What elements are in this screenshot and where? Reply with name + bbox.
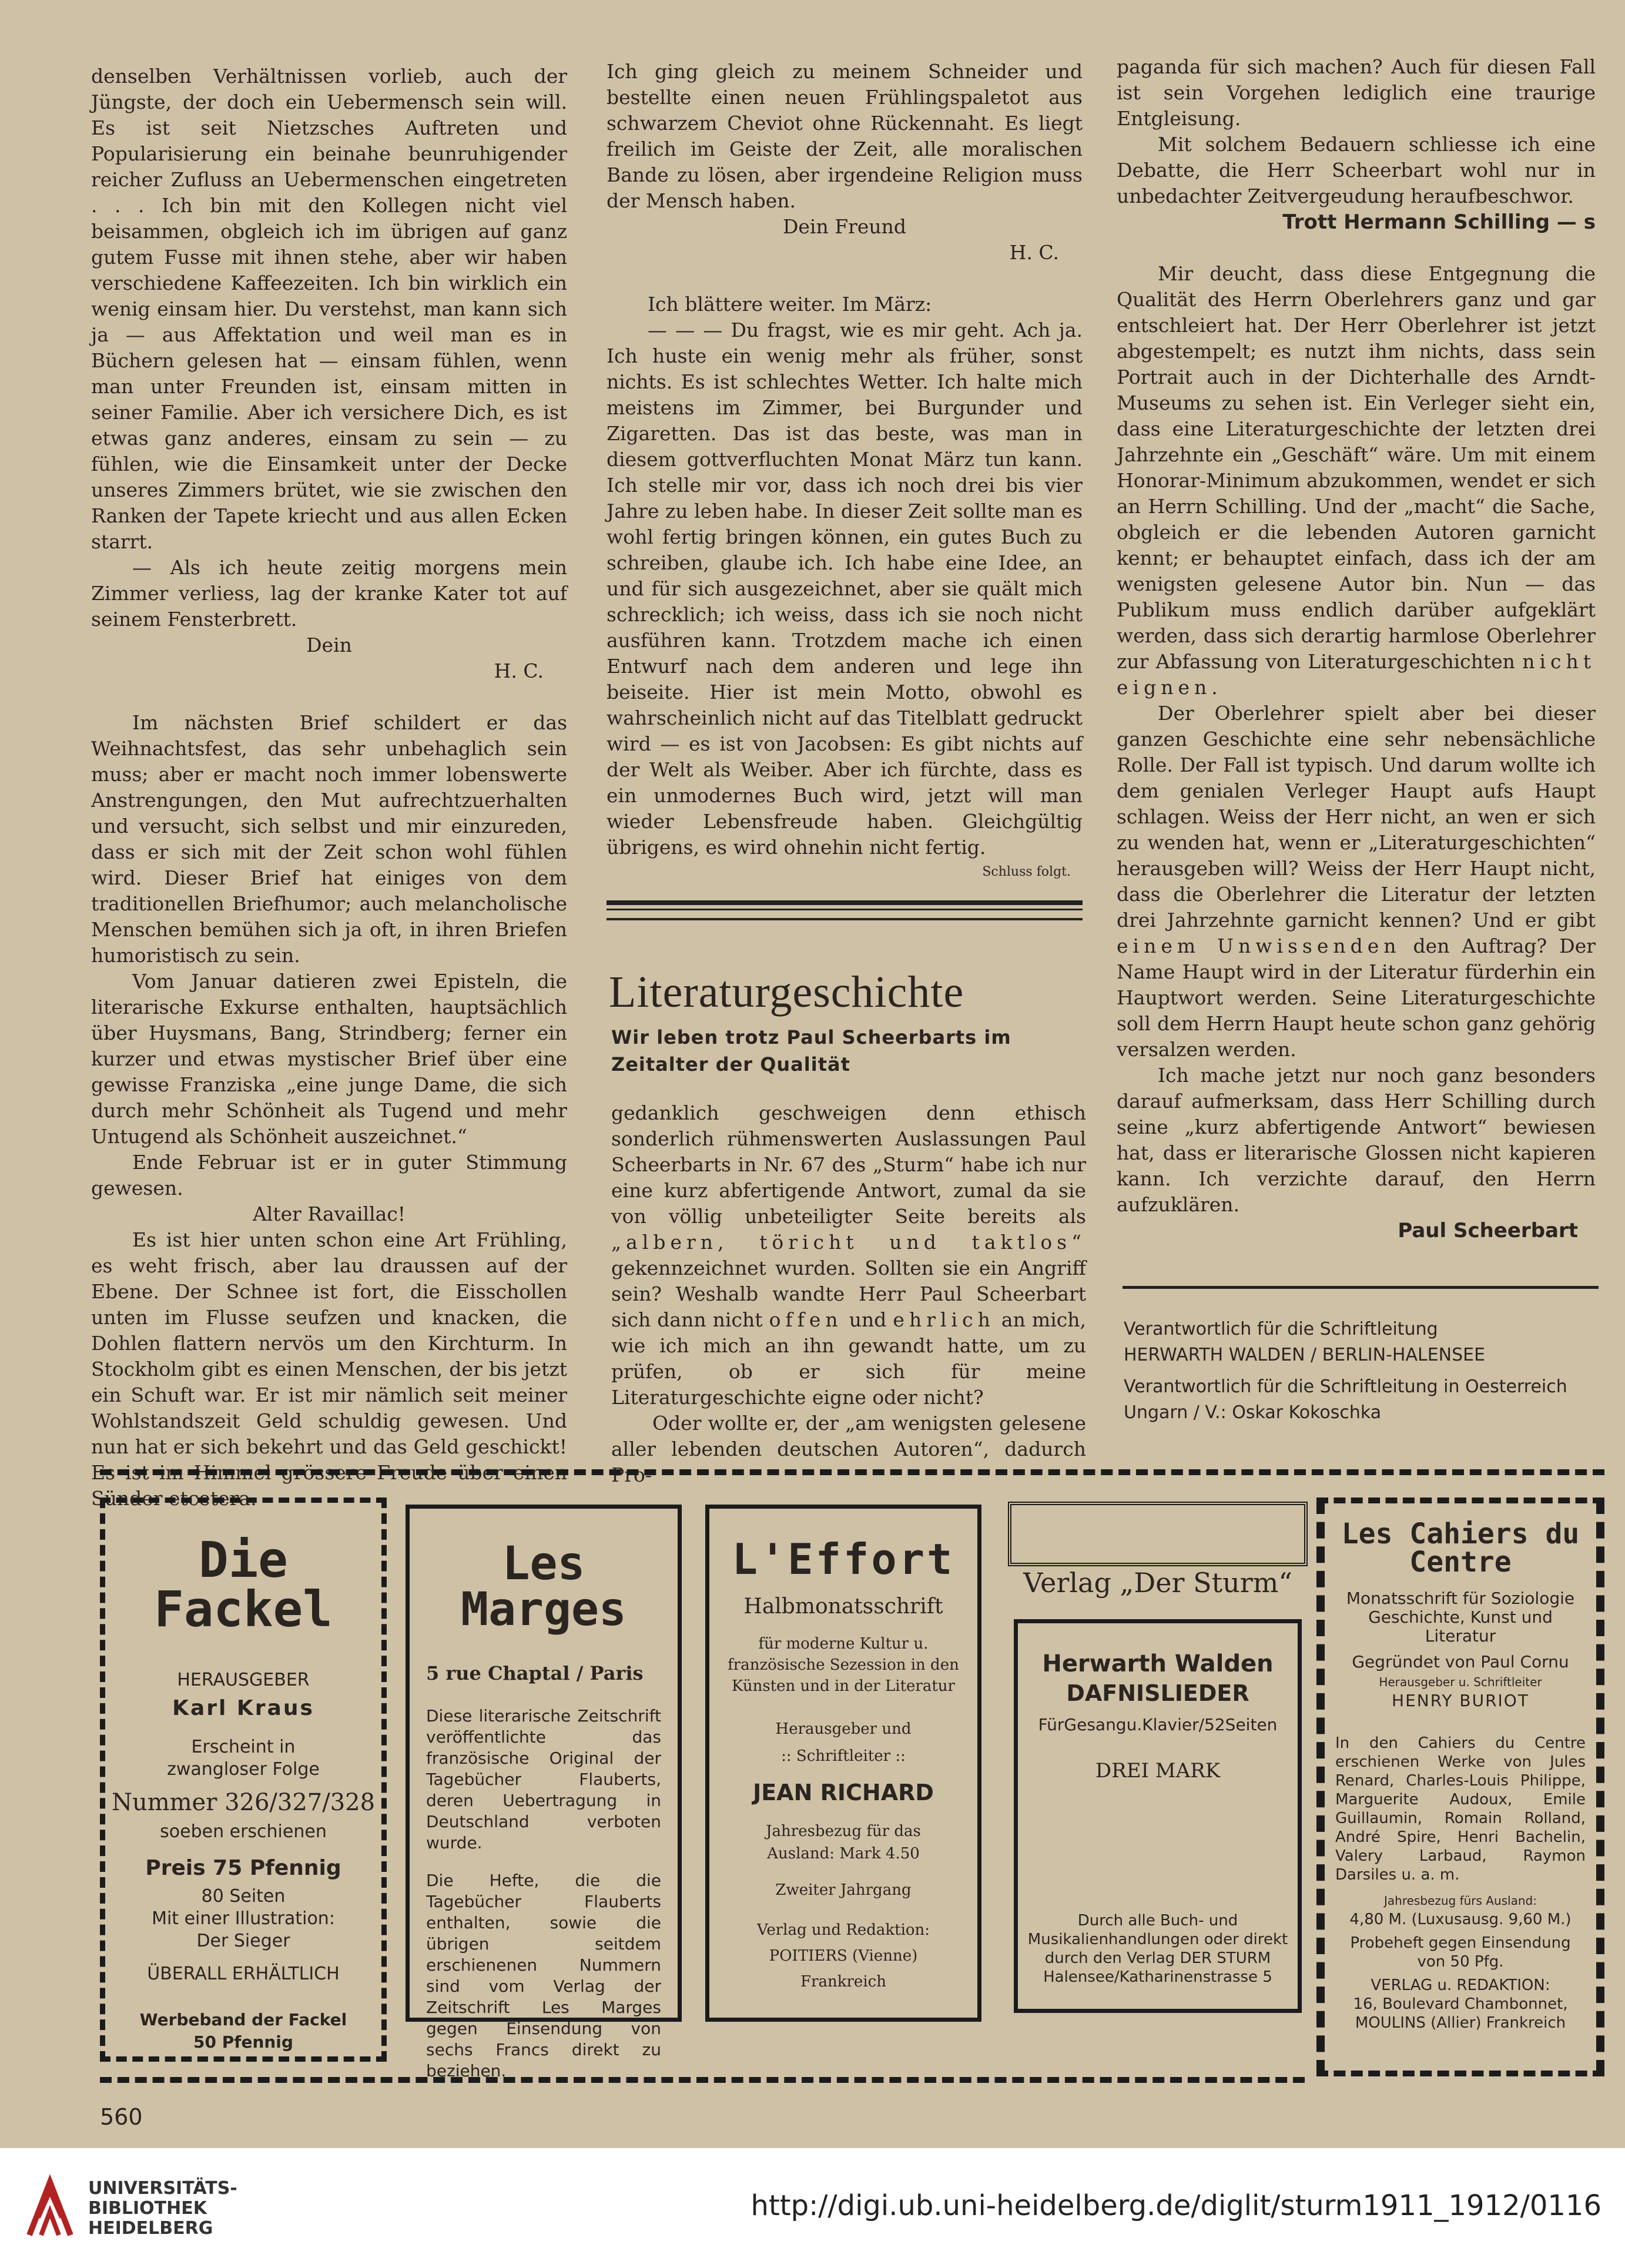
ad-line: Preis 75 Pfennig	[145, 1856, 341, 1880]
ad-line: 4,80 M. (Luxusausg. 9,60 M.)	[1349, 1911, 1572, 1928]
signature: Trott Hermann Schilling — s	[1282, 210, 1596, 234]
ad-line: Frankreich	[800, 1973, 886, 1991]
ad-title: Die Fackel	[154, 1531, 333, 1638]
ad-line: POITIERS (Vienne)	[769, 1947, 918, 1965]
ad-line: Der Sieger	[196, 1931, 290, 1951]
paragraph: Mir deucht, dass diese Entgegnung die Qualität des Herrn Oberlehrers ganz und gar entschleiert hat. Der Herr Oberlehrer ist jetzt abgestempelt; es nutzt ihm nichts, dass sein Portrait auch in der Dichterhalle des Arndt-Museums zu sehen ist. Ein Verleger sieht ein, dass eine Literaturgeschichte der letzten drei Jahrzehnte ein „Geschäft“ wäre. Um mit einem Honorar-Minimum abzukommen, wendet er sich an Herrn Schilling. Und der „macht“ die Sache, obgleich er die lebenden Autoren garnicht kennt; er behauptet einfach, dass ich der am wenigsten gelesene Autor bin. Nun — das Publikum muss endlich darüber aufgeklärt werden, dass sich derartig harmlose Oberlehrer zur Abfassung von Literaturgeschichten nicht eignen.	[1117, 262, 1596, 699]
ad-line: Nummer 326/327/328	[111, 1789, 376, 1816]
paragraph: Ende Februar ist er in guter Stimmung gewesen.	[91, 1151, 567, 1200]
paragraph: denselben Verhältnissen vorlieb, auch der Jüngste, der doch ein Uebermensch sein will. Es ist seit Nietzsches Auftreten und Popularisierung ein beinahe beunruhigender reicher Zufluss an Uebermenschen eingetreten . . . Ich bin mit den Kollegen nicht viel beisammen, obgleich ich im übrigen auf ganz gutem Fusse mit ihnen stehe, aber wir haben verschiedene Kaffeezeiten. Ich bin wirklich ein wenig einsam hier. Du verstehst, man kann sich ja — aus Affektation und weil man es in Büchern gelesen hat — einsam fühlen, wenn man unter Freunden ist, einsam mitten in seiner Familie. Aber ich versichere Dich, es ist etwas ganz anderes, einsam zu sein — zu fühlen, wie die Einsamkeit unter der Decke unseres Zimmers brütet, wie sie zwischen den Ranken der Tapete kriecht und aus allen Ecken starrt.	[91, 65, 567, 553]
paragraph: Vom Januar datieren zwei Episteln, die literarische Exkurse enthalten, hauptsächlich über Huysmans, Bang, Strindberg; ferner ein kurzer und etwas mystischer Brief über eine gewisse Franziska „eine junge Dame, die sich durch mehr Schönheit als Tugend und mehr Untugend als Schönheit auszeichnet.“	[91, 970, 567, 1148]
ad-line: Verlag und Redaktion:	[756, 1921, 930, 1939]
greek-key-border	[1008, 1502, 1308, 1566]
letter-initials: H. C.	[1009, 241, 1059, 264]
ad-title: Les Marges	[461, 1537, 626, 1636]
article-heading: Literaturgeschichte	[609, 967, 964, 1017]
ad-title: L'Effort	[732, 1535, 955, 1584]
ad-line: Probeheft gegen Einsendung von 50 Pfg.	[1350, 1934, 1571, 1971]
imprint-line: Verantwortlich für die Schriftleitung in Oesterreich Ungarn / V.: Oskar Kokoschka	[1124, 1376, 1567, 1423]
paragraph: Es ist hier unten schon eine Art Frühling, es weht frisch, aber lau draussen auf der Ebene. Der Schnee ist fort, die Eisschollen unten im Flusse seufzen und knacken, die Dohlen flattern nervös um den Kirchturm. In Stockholm gibt es einen Menschen, der bis jetzt ein Schuft war. Er ist mir nämlich seit meiner Wohlstandszeit Geld schuldig gewesen. Und nun hat er sich bekehrt und das Geld geschickt! Es ist im Himmel grössere Freude über einen Sünder etcetera.	[91, 1228, 567, 1510]
ad-line: DAFNISLIEDER	[1066, 1680, 1249, 1706]
ad-les-marges	[406, 1505, 682, 2081]
imprint-line: HERWARTH WALDEN / BERLIN-HALENSEE	[1124, 1345, 1486, 1365]
text-column-3	[1117, 54, 1596, 1244]
text-column-2	[607, 59, 1083, 884]
letter-closing: Dein	[306, 634, 352, 656]
ad-l-effort	[705, 1505, 981, 2022]
paragraph: Ich blättere weiter. Im März:	[648, 293, 932, 316]
ad-line: DREI MARK	[1095, 1759, 1221, 1783]
ad-line: Zweiter Jahrgang	[775, 1881, 912, 1899]
ad-line: Halbmonatsschrift	[743, 1594, 943, 1619]
section-rule	[607, 900, 1083, 920]
paragraph: Oder wollte er, der „am wenigsten gelesene aller lebenden deutschen Autoren“, dadurch Pro-	[611, 1412, 1086, 1486]
ad-line: HENRY BURIOT	[1392, 1691, 1529, 1710]
signature: Paul Scheerbart	[1398, 1219, 1578, 1242]
imprint	[1124, 1316, 1600, 1426]
paragraph: — — — Du fragst, wie es mir geht. Ach ja. Ich huste ein wenig mehr als früher, sonst nichts. Es ist schlechtes Wetter. Ich halte mich meistens im Zimmer, bei Burgunder und Zigaretten. Das ist das beste, was man in diesem gottverfluchten Monat März tun kann. Ich stelle mir vor, dass ich noch drei bis vier Jahre zu leben habe. In dieser Zeit sollte man es wohl fertig bringen können, ein gutes Buch zu schreiben, glaube ich. Ich habe eine Idee, an und für sich ausgezeichnet, aber sie quält mich schrecklich; ich weiss, dass ich sie noch nicht ausführen kann. Trotzdem mache ich einen Entwurf nach dem anderen und lege ihn beiseite. Hier ist mein Motto, obwohl es wahrscheinlich nicht auf das Titelblatt gedruckt wird — es ist von Jacobsen: Es gibt nichts auf der Welt als Weiber. Aber ich fürchte, dass es ein unmodernes Buch wird, jetzt will man wieder Lebensfreude haben. Gleichgültig übrigens, es wird ohnehin nicht fertig.	[607, 319, 1083, 859]
imprint-line: Verantwortlich für die Schriftleitung	[1124, 1319, 1438, 1339]
paragraph: Ich ging gleich zu meinem Schneider und bestellte einen neuen Frühlingspaletot aus schwarzem Cheviot ohne Rückennaht. Es liegt freilich im Geiste der Zeit, alle moralischen Bande zu lösen, aber irgendeine Religion muss der Mensch haben.	[607, 60, 1083, 212]
ad-inner-box	[1014, 1619, 1302, 2013]
ad-line: FürGesangu.Klavier/52Seiten	[1038, 1715, 1278, 1734]
ad-line: soeben erschienen	[160, 1821, 327, 1842]
paragraph: gedanklich geschweigen denn ethisch sonderlich rühmenswerten Auslassungen Paul Scheerbarts in Nr. 67 des „Sturm“ habe ich nur eine kurz abfertigende Antwort, zumal da sie von völlig unbeteiligter Seite bereits als „albern, töricht und taktlos“ gekennzeichnet wurden. Sollten sie ein Angriff sein? Weshalb wandte Herr Paul Scheerbart sich dann nicht offen und ehrlich an mich, wie ich mich an ihn gewandt hatte, um zu prüfen, ob er sich für meine Literaturgeschichte eigne oder nicht?	[611, 1101, 1086, 1409]
paragraph: paganda für sich machen? Auch für diesen Fall ist sein Vorgehen lediglich eine traurige Entgleisung.	[1117, 55, 1596, 130]
ads-bottom-rule	[100, 2077, 1305, 2101]
ad-title: Verlag „Der Sturm“	[1023, 1567, 1292, 1599]
page-number: 560	[100, 2104, 143, 2130]
text-column-1	[91, 63, 567, 1512]
ad-line: 50 Pfennig	[193, 2032, 293, 2052]
imprint-rule	[1123, 1286, 1599, 1289]
ad-verlag-der-sturm	[1008, 1502, 1308, 2025]
ad-line: Herausgeber und	[775, 1720, 912, 1738]
ad-title: Les Cahiers du Centre	[1341, 1517, 1580, 1579]
ad-line: Jahresbezug für das Ausland: Mark 4.50	[766, 1823, 921, 1862]
ad-line: 16, Boulevard Chambonnet, MOULINS (Allier) Frankreich	[1353, 1995, 1568, 2032]
ad-line: Gegründet von Paul Cornu	[1352, 1652, 1569, 1671]
source-url[interactable]: http://digi.ub.uni-heidelberg.de/diglit/sturm1911_1912/0116	[750, 2189, 1601, 2222]
ad-line: Jahresbezug fürs Ausland:	[1384, 1894, 1537, 1908]
ad-line: HERAUSGEBER	[177, 1670, 310, 1690]
ad-line: JEAN RICHARD	[753, 1780, 934, 1805]
ad-line: Monatsschrift für Soziologie Geschichte, Kunst und Literatur	[1346, 1589, 1575, 1646]
continued-note: Schluss folgt.	[982, 865, 1071, 879]
letter-salutation: Alter Ravaillac!	[252, 1202, 406, 1225]
ad-text: In den Cahiers du Centre erschienen Werke von Jules Renard, Charles-Louis Philippe, Marguerite Audoux, Emile Guillaumin, Romain Rolland, André Spire, Henri Bachelin, Valery Larbaud, Raymon Darsiles u. a. m.	[1335, 1734, 1586, 1884]
ad-address: 5 rue Chaptal / Paris	[426, 1662, 644, 1684]
text-column-2-article	[611, 1100, 1086, 1488]
ad-text: Die Hefte, die die Tagebücher Flauberts enthalten, sowie die übrigen seitdem erschienenen Nummern sind vom Verlag der Zeitschrift Les Marges gegen Einsendung von sechs Francs direkt zu beziehen.	[426, 1871, 661, 2081]
ad-line: Herausgeber u. Schriftleiter	[1379, 1675, 1542, 1689]
ad-line: Karl Kraus	[172, 1696, 314, 1720]
ad-line: VERLAG u. REDAKTION:	[1371, 1976, 1550, 1994]
ad-line: für moderne Kultur u. französische Sezession in den Künsten und in der Literatur	[728, 1635, 959, 1695]
university-library-logo	[24, 2170, 76, 2241]
article-subheading: Wir leben trotz Paul Scheerbarts im Zeitalter der Qualität	[611, 1026, 1011, 1076]
ads-separator	[100, 1469, 1604, 1493]
ad-line: Durch alle Buch- und Musikalienhandlungen oder direkt durch den Verlag DER STURM Halensee/Katharinenstrasse 5	[1027, 1912, 1288, 1986]
ad-line: Herwarth Walden	[1042, 1650, 1274, 1677]
paragraph: Ich mache jetzt nur noch ganz besonders darauf aufmerksam, dass Herr Schilling durch seine „kurz abfertigende Antwort“ bewiesen hat, dass er literarische Glossen nicht kapieren kann. Ich verzichte darauf, den Herrn aufzuklären.	[1117, 1064, 1596, 1216]
ad-line: Mit einer Illustration:	[152, 1908, 335, 1929]
library-name: UNIVERSITÄTS- BIBLIOTHEK HEIDELBERG	[88, 2178, 237, 2239]
paragraph: Der Oberlehrer spielt aber bei dieser ganzen Geschichte eine sehr nebensächliche Rolle. Der Fall ist typisch. Und darum wollte ich dem genialen Verleger Haupt aufs Haupt schlagen. Weiss der Herr nicht, an wen er sich zu wenden hat, wenn er „Literaturgeschichten“ herausgeben will? Weiss der Herr Haupt nicht, dass die Oberlehrer die Literatur der letzten drei Jahrzehnte garnicht kennen? Und er gibt einem Unwissenden den Auftrag? Der Name Haupt wird in der Literatur fürderhin ein Hauptwort werden. Seine Literaturgeschichte soll dem Herrn Haupt heute schon ganz gehörig versalzen werden.	[1117, 702, 1596, 1061]
paragraph: Im nächsten Brief schildert er das Weihnachtsfest, das sehr unbehaglich sein muss; aber er macht noch immer lobenswerte Anstrengungen, den Mut aufrechtzuerhalten und versucht, sich selbst und mir einzureden, dass er sich mit der Zeit schon wohl fühlen wird. Dieser Brief hat einiges von dem traditionellen Briefhumor; auch melancholische Menschen bemühen sich ja oft, in ihren Briefen humoristisch zu sein.	[91, 711, 567, 967]
ad-line: Werbeband der Fackel	[139, 2010, 347, 2029]
ad-text: Diese literarische Zeitschrift veröffentlichte das französische Original der Tagebücher Flauberts, deren Uebertragung in Deutschland verboten wurde.	[426, 1706, 661, 1852]
ad-line: Erscheint in zwangloser Folge	[167, 1737, 320, 1780]
letter-initials: H. C.	[494, 659, 544, 682]
ad-line: 80 Seiten	[201, 1886, 286, 1907]
ad-les-cahiers-du-centre	[1316, 1498, 1604, 2076]
ad-line: :: Schriftleiter ::	[781, 1747, 906, 1765]
letter-closing: Dein Freund	[782, 215, 907, 238]
paragraph: — Als ich heute zeitig morgens mein Zimmer verliess, lag der kranke Kater tot auf seinem Fensterbrett.	[91, 556, 567, 631]
library-footer	[0, 2148, 1625, 2268]
ad-line: ÜBERALL ERHÄLTLICH	[147, 1964, 340, 1984]
ad-die-fackel	[100, 1498, 387, 2062]
paragraph: Mit solchem Bedauern schliesse ich eine Debatte, die Herr Scheerbart wohl nur in unbedachter Zeitvergeudung heraufbeschwor.	[1117, 133, 1596, 207]
